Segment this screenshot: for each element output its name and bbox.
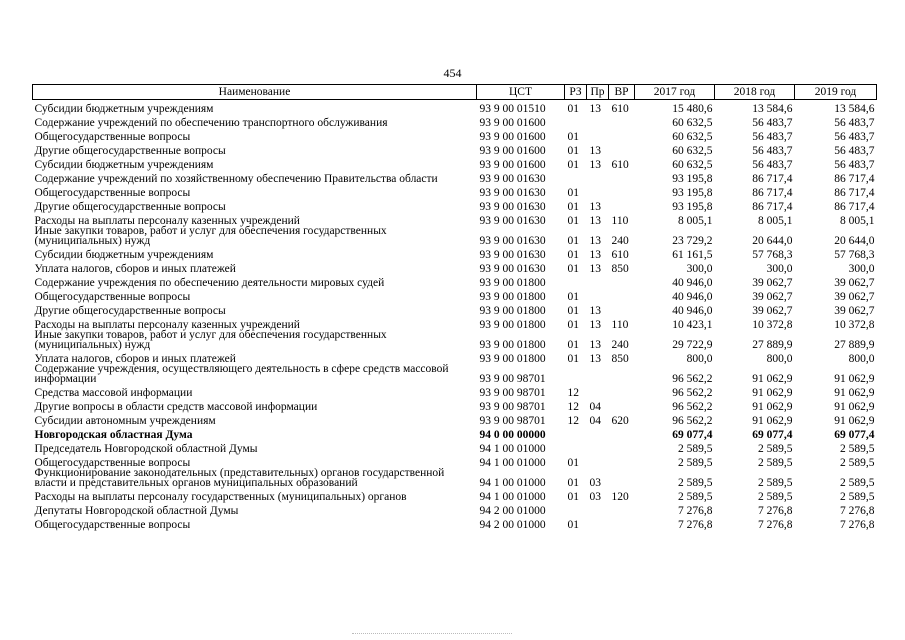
cell-2018: 56 483,7	[752, 145, 793, 156]
page-number: 454	[443, 66, 462, 80]
cell-2017: 69 077,4	[672, 429, 713, 440]
cell-2019: 56 483,7	[834, 131, 875, 142]
cell-rz	[565, 502, 587, 516]
table-row	[33, 198, 877, 212]
cell-name: Иные закупки товаров, работ и услуг для обеспечения государственных (муниципальных) нужд	[34, 329, 387, 351]
cell-2019: 91 062,9	[834, 387, 875, 398]
cell-vr	[609, 302, 635, 316]
cell-rz: 01	[567, 491, 579, 502]
cell-cst: 93 9 00 01630	[479, 215, 546, 226]
cell-cst: 93 9 00 01800	[479, 305, 546, 316]
cell-pr: 13	[589, 353, 601, 364]
cell-vr: 120	[611, 491, 629, 502]
cell-pr: 13	[589, 235, 601, 246]
cell-2017: 40 946,0	[672, 291, 713, 302]
cell-rz: 01	[567, 319, 579, 330]
cell-2018: 91 062,9	[752, 387, 793, 398]
cell-2018: 27 889,9	[752, 339, 793, 350]
table-row	[33, 114, 877, 128]
cell-rz	[565, 114, 587, 128]
cell-cst: 93 9 00 01800	[479, 319, 546, 330]
cell-2017: 8 005,1	[678, 215, 713, 226]
cell-2017: 2 589,5	[678, 477, 713, 488]
cell-2018: 91 062,9	[752, 373, 793, 384]
cell-2018: 13 584,6	[752, 103, 793, 114]
cell-cst: 93 9 00 01600	[479, 117, 546, 128]
cell-pr	[587, 274, 609, 288]
table-row	[33, 302, 877, 316]
cell-2019: 91 062,9	[834, 415, 875, 426]
cell-cst: 93 9 00 01600	[479, 145, 546, 156]
cell-cst: 93 9 00 01630	[479, 201, 546, 212]
cell-pr	[587, 364, 609, 384]
cell-rz: 01	[567, 477, 579, 488]
cell-name: Уплата налогов, сборов и иных платежей	[34, 263, 236, 275]
header-cst: ЦСТ	[477, 85, 565, 100]
cell-2019: 13 584,6	[834, 103, 875, 114]
cell-pr: 03	[589, 491, 601, 502]
cell-2017: 7 276,8	[678, 519, 713, 530]
cell-2018: 56 483,7	[752, 159, 793, 170]
cell-rz: 01	[567, 103, 579, 114]
cell-cst: 94 2 00 01000	[479, 505, 546, 516]
cell-pr: 13	[589, 339, 601, 350]
cell-rz: 12	[567, 387, 579, 398]
cell-cst: 93 9 00 98701	[479, 387, 546, 398]
cell-name: Функционирование законодательных (представительных) органов государственной власти и представительных органов муниципальных образований	[34, 467, 445, 489]
cell-2017: 40 946,0	[672, 305, 713, 316]
cell-pr: 13	[589, 263, 601, 274]
cell-2019: 86 717,4	[834, 173, 875, 184]
cell-2017: 60 632,5	[672, 131, 713, 142]
cell-2018: 69 077,4	[752, 429, 793, 440]
cell-2018: 56 483,7	[752, 117, 793, 128]
header-2019: 2019 год	[795, 85, 877, 100]
cell-name: Общегосударственные вопросы	[34, 131, 191, 143]
cell-2019: 8 005,1	[840, 215, 875, 226]
cell-2018: 39 062,7	[752, 291, 793, 302]
cell-cst: 93 9 00 01800	[479, 277, 546, 288]
cell-2017: 10 423,1	[672, 319, 713, 330]
table-row	[33, 440, 877, 454]
table-row	[33, 184, 877, 198]
table-row	[33, 142, 877, 156]
cell-name: Содержание учреждений по хозяйственному обеспечению Правительства области	[34, 173, 438, 185]
cell-rz	[565, 440, 587, 454]
cell-pr	[587, 440, 609, 454]
cell-name: Содержание учреждений по обеспечению транспортного обслуживания	[34, 117, 388, 129]
cell-name: Депутаты Новгородской областной Думы	[34, 505, 239, 517]
cell-2017: 300,0	[686, 263, 713, 274]
cell-2019: 86 717,4	[834, 201, 875, 212]
cell-vr: 610	[611, 159, 629, 170]
cell-vr	[609, 426, 635, 440]
cell-2018: 2 589,5	[758, 443, 793, 454]
cell-2018: 2 589,5	[758, 477, 793, 488]
cell-vr: 610	[611, 103, 629, 114]
table-row	[33, 316, 877, 330]
cell-vr	[609, 274, 635, 288]
cell-pr	[587, 384, 609, 398]
table-row	[33, 454, 877, 468]
cell-rz: 01	[567, 339, 579, 350]
cell-vr	[609, 184, 635, 198]
table-row	[33, 426, 877, 440]
cell-2018: 7 276,8	[758, 519, 793, 530]
cell-2017: 60 632,5	[672, 159, 713, 170]
cell-cst: 93 9 00 01600	[479, 159, 546, 170]
cell-vr: 620	[611, 415, 629, 426]
cell-cst: 94 1 00 01000	[479, 457, 546, 468]
page-edge-scrap	[352, 633, 512, 638]
cell-2017: 7 276,8	[678, 505, 713, 516]
cell-cst: 93 9 00 01510	[479, 103, 546, 114]
cell-rz	[565, 170, 587, 184]
cell-2017: 2 589,5	[678, 491, 713, 502]
cell-name: Новгородская областная Дума	[34, 429, 193, 441]
cell-vr	[609, 516, 635, 530]
cell-pr: 13	[589, 103, 601, 114]
header-2018: 2018 год	[715, 85, 795, 100]
cell-2019: 20 644,0	[834, 235, 875, 246]
cell-2018: 91 062,9	[752, 415, 793, 426]
cell-rz: 01	[567, 131, 579, 142]
cell-pr: 13	[589, 201, 601, 212]
table-row	[33, 364, 877, 384]
cell-vr	[609, 128, 635, 142]
cell-name: Общегосударственные вопросы	[34, 519, 191, 531]
cell-2019: 69 077,4	[834, 429, 875, 440]
cell-rz: 01	[567, 159, 579, 170]
cell-2019: 2 589,5	[840, 477, 875, 488]
cell-2018: 57 768,3	[752, 249, 793, 260]
cell-2017: 96 562,2	[672, 373, 713, 384]
cell-name: Субсидии бюджетным учреждениям	[34, 249, 214, 261]
cell-name: Расходы на выплаты персоналу государственных (муниципальных) органов	[34, 491, 407, 503]
cell-rz: 12	[567, 401, 579, 412]
cell-2018: 39 062,7	[752, 305, 793, 316]
table-row	[33, 100, 877, 115]
cell-cst: 94 1 00 01000	[479, 443, 546, 454]
cell-vr	[609, 468, 635, 488]
table-row	[33, 398, 877, 412]
cell-2018: 800,0	[766, 353, 793, 364]
table-row	[33, 128, 877, 142]
table-row	[33, 246, 877, 260]
cell-2019: 2 589,5	[840, 443, 875, 454]
cell-2019: 56 483,7	[834, 117, 875, 128]
table-body	[33, 100, 877, 531]
header-name: Наименование	[33, 85, 477, 100]
cell-pr: 13	[589, 319, 601, 330]
cell-pr	[587, 426, 609, 440]
cell-2018: 7 276,8	[758, 505, 793, 516]
cell-cst: 93 9 00 98701	[479, 401, 546, 412]
cell-vr	[609, 198, 635, 212]
cell-name: Расходы на выплаты персоналу казенных учреждений	[34, 319, 300, 331]
cell-pr: 04	[589, 401, 601, 412]
cell-name: Другие вопросы в области средств массовой информации	[34, 401, 318, 413]
cell-vr	[609, 364, 635, 384]
cell-2019: 91 062,9	[834, 373, 875, 384]
cell-2018: 2 589,5	[758, 491, 793, 502]
cell-vr	[609, 502, 635, 516]
cell-rz: 01	[567, 235, 579, 246]
cell-2019: 57 768,3	[834, 249, 875, 260]
cell-rz: 01	[567, 145, 579, 156]
table-row	[33, 288, 877, 302]
cell-2019: 56 483,7	[834, 159, 875, 170]
cell-2017: 60 632,5	[672, 145, 713, 156]
cell-name: Другие общегосударственные вопросы	[34, 201, 226, 213]
cell-cst: 94 1 00 01000	[479, 491, 546, 502]
cell-cst: 93 9 00 01800	[479, 291, 546, 302]
cell-pr: 03	[589, 477, 601, 488]
table-row	[33, 412, 877, 426]
header-2017: 2017 год	[635, 85, 715, 100]
cell-name: Субсидии бюджетным учреждениям	[34, 159, 214, 171]
cell-2018: 39 062,7	[752, 277, 793, 288]
cell-rz	[565, 274, 587, 288]
table-row	[33, 502, 877, 516]
cell-rz: 01	[567, 291, 579, 302]
cell-pr	[587, 184, 609, 198]
cell-2019: 2 589,5	[840, 457, 875, 468]
cell-2019: 39 062,7	[834, 305, 875, 316]
cell-pr	[587, 128, 609, 142]
header-vr: ВР	[609, 85, 635, 100]
cell-2019: 7 276,8	[840, 519, 875, 530]
cell-pr: 13	[589, 159, 601, 170]
cell-pr: 04	[589, 415, 601, 426]
cell-pr: 13	[589, 145, 601, 156]
cell-cst: 93 9 00 01630	[479, 173, 546, 184]
cell-2019: 300,0	[848, 263, 875, 274]
cell-vr: 240	[611, 339, 629, 350]
cell-pr	[587, 516, 609, 530]
cell-name: Субсидии автономным учреждениям	[34, 415, 216, 427]
table-header	[33, 85, 877, 100]
cell-2017: 2 589,5	[678, 457, 713, 468]
budget-table	[32, 84, 877, 530]
cell-pr: 13	[589, 305, 601, 316]
table-row	[33, 330, 877, 350]
cell-vr	[609, 142, 635, 156]
cell-2017: 40 946,0	[672, 277, 713, 288]
cell-2019: 800,0	[848, 353, 875, 364]
cell-2018: 20 644,0	[752, 235, 793, 246]
cell-2017: 96 562,2	[672, 401, 713, 412]
cell-name: Председатель Новгородской областной Думы	[34, 443, 258, 455]
cell-2017: 93 195,8	[672, 173, 713, 184]
cell-2018: 56 483,7	[752, 131, 793, 142]
cell-vr: 850	[611, 263, 629, 274]
cell-cst: 93 9 00 98701	[479, 373, 546, 384]
cell-vr	[609, 114, 635, 128]
cell-rz: 01	[567, 201, 579, 212]
cell-rz: 01	[567, 263, 579, 274]
cell-2019: 91 062,9	[834, 401, 875, 412]
cell-pr	[587, 114, 609, 128]
cell-cst: 93 9 00 01630	[479, 187, 546, 198]
cell-cst: 93 9 00 01630	[479, 263, 546, 274]
cell-cst: 94 1 00 01000	[479, 477, 546, 488]
cell-vr: 610	[611, 249, 629, 260]
cell-rz	[565, 426, 587, 440]
cell-2017: 29 722,9	[672, 339, 713, 350]
cell-cst: 94 2 00 01000	[479, 519, 546, 530]
cell-cst: 93 9 00 01630	[479, 249, 546, 260]
cell-2017: 2 589,5	[678, 443, 713, 454]
cell-vr	[609, 454, 635, 468]
cell-2017: 96 562,2	[672, 387, 713, 398]
cell-pr	[587, 170, 609, 184]
cell-2018: 86 717,4	[752, 187, 793, 198]
cell-vr: 850	[611, 353, 629, 364]
table-row	[33, 516, 877, 530]
cell-rz: 01	[567, 305, 579, 316]
cell-name: Средства массовой информации	[34, 387, 193, 399]
table-row	[33, 226, 877, 246]
cell-rz: 01	[567, 187, 579, 198]
cell-2018: 86 717,4	[752, 173, 793, 184]
table-row	[33, 350, 877, 364]
table-row	[33, 274, 877, 288]
table-row	[33, 212, 877, 226]
cell-2018: 86 717,4	[752, 201, 793, 212]
cell-cst: 94 0 00 00000	[479, 429, 546, 440]
cell-rz: 12	[567, 415, 579, 426]
cell-2017: 61 161,5	[672, 249, 713, 260]
cell-rz: 01	[567, 457, 579, 468]
cell-2018: 91 062,9	[752, 401, 793, 412]
cell-rz	[565, 364, 587, 384]
cell-name: Расходы на выплаты персоналу казенных учреждений	[34, 215, 300, 227]
cell-2018: 2 589,5	[758, 457, 793, 468]
cell-name: Другие общегосударственные вопросы	[34, 145, 226, 157]
cell-2019: 27 889,9	[834, 339, 875, 350]
cell-2018: 8 005,1	[758, 215, 793, 226]
cell-vr	[609, 440, 635, 454]
cell-2019: 2 589,5	[840, 491, 875, 502]
table-row	[33, 156, 877, 170]
cell-cst: 93 9 00 01800	[479, 339, 546, 350]
cell-name: Содержание учреждения, осуществляющего деятельность в сфере средств массовой информации	[34, 363, 449, 385]
cell-vr: 240	[611, 235, 629, 246]
cell-2017: 23 729,2	[672, 235, 713, 246]
cell-vr	[609, 170, 635, 184]
cell-cst: 93 9 00 01630	[479, 235, 546, 246]
table-row	[33, 488, 877, 502]
cell-pr: 13	[589, 215, 601, 226]
cell-vr	[609, 384, 635, 398]
table-row	[33, 384, 877, 398]
cell-name: Иные закупки товаров, работ и услуг для обеспечения государственных (муниципальных) нужд	[34, 225, 387, 247]
table-row	[33, 468, 877, 488]
cell-cst: 93 9 00 01600	[479, 131, 546, 142]
cell-vr: 110	[611, 215, 629, 226]
cell-rz: 01	[567, 353, 579, 364]
cell-2019: 39 062,7	[834, 291, 875, 302]
cell-name: Общегосударственные вопросы	[34, 187, 191, 199]
cell-vr: 110	[611, 319, 629, 330]
cell-name: Другие общегосударственные вопросы	[34, 305, 226, 317]
cell-2017: 93 195,8	[672, 201, 713, 212]
table-row	[33, 170, 877, 184]
cell-rz: 01	[567, 215, 579, 226]
cell-name: Содержание учреждения по обеспечению деятельности мировых судей	[34, 277, 385, 289]
cell-2018: 10 372,8	[752, 319, 793, 330]
cell-name: Общегосударственные вопросы	[34, 291, 191, 303]
cell-2017: 93 195,8	[672, 187, 713, 198]
cell-vr	[609, 288, 635, 302]
cell-2017: 15 480,6	[672, 103, 713, 114]
cell-pr	[587, 502, 609, 516]
cell-2019: 7 276,8	[840, 505, 875, 516]
cell-2017: 800,0	[686, 353, 713, 364]
cell-cst: 93 9 00 01800	[479, 353, 546, 364]
cell-name: Субсидии бюджетным учреждениям	[34, 103, 214, 115]
cell-2019: 86 717,4	[834, 187, 875, 198]
cell-2019: 10 372,8	[834, 319, 875, 330]
cell-name: Уплата налогов, сборов и иных платежей	[34, 353, 236, 365]
cell-2019: 39 062,7	[834, 277, 875, 288]
cell-cst: 93 9 00 98701	[479, 415, 546, 426]
cell-2017: 60 632,5	[672, 117, 713, 128]
cell-name: Общегосударственные вопросы	[34, 457, 191, 469]
cell-vr	[609, 398, 635, 412]
cell-rz: 01	[567, 249, 579, 260]
cell-rz: 01	[567, 519, 579, 530]
cell-2019: 56 483,7	[834, 145, 875, 156]
table-row	[33, 260, 877, 274]
cell-pr: 13	[589, 249, 601, 260]
header-pr: Пр	[587, 85, 609, 100]
cell-pr	[587, 288, 609, 302]
cell-2017: 96 562,2	[672, 415, 713, 426]
cell-pr	[587, 454, 609, 468]
header-rz: РЗ	[565, 85, 587, 100]
cell-2018: 300,0	[766, 263, 793, 274]
